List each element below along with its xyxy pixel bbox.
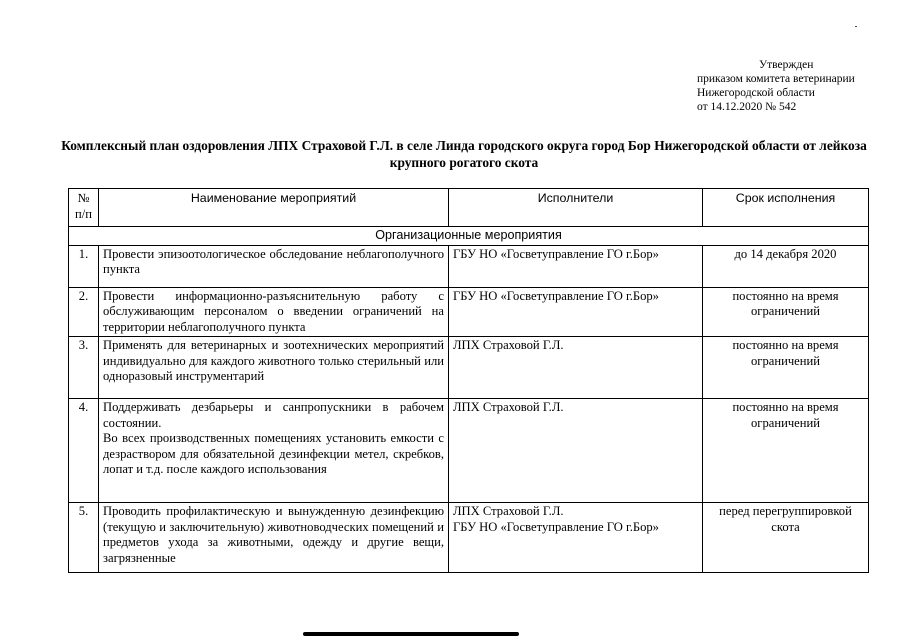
approval-title: Утвержден	[759, 59, 814, 71]
executor-name: ЛПХ Страховой Г.Л.	[453, 400, 564, 414]
row-activity	[99, 503, 449, 573]
row-executors	[449, 245, 703, 287]
plan-table-body	[69, 227, 869, 573]
row-deadline: перед перегруппировкой скота	[703, 503, 869, 573]
activity-paragraph: Во всех производственных помещениях установить емкости с дезраствором для обязательной дезинфекции метел, скребков, лопат и т.д. после каждого использования	[103, 431, 444, 476]
activity-paragraph: Поддерживать дезбарьеры и санпропускники в рабочем состоянии.	[103, 400, 444, 430]
row-number: 1.	[69, 245, 99, 287]
row-executors	[449, 287, 703, 337]
row-activity	[99, 337, 449, 399]
header-executors: Исполнители	[449, 189, 703, 227]
row-activity	[99, 245, 449, 287]
table-row	[69, 337, 869, 399]
table-row	[69, 245, 869, 287]
scan-artifact	[855, 26, 857, 27]
table-row	[69, 287, 869, 337]
executor-name: ЛПХ Страховой Г.Л.	[453, 504, 564, 518]
row-executors	[449, 337, 703, 399]
approval-line-region: Нижегородской области	[697, 87, 815, 99]
table-header-row	[69, 189, 869, 227]
section-row	[69, 227, 869, 246]
section-title: Организационные мероприятия	[69, 227, 869, 246]
row-executors	[449, 399, 703, 503]
row-deadline: постоянно на время ограничений	[703, 399, 869, 503]
header-num: № п/п	[69, 189, 99, 227]
row-deadline: постоянно на время ограничений	[703, 337, 869, 399]
table-row	[69, 503, 869, 573]
approval-stamp-block	[697, 58, 855, 114]
executor-name: ГБУ НО «Госветуправление ГО г.Бор»	[453, 246, 659, 261]
row-number: 5.	[69, 503, 99, 573]
approval-line-date: от 14.12.2020 № 542	[697, 101, 797, 113]
row-executors	[449, 503, 703, 573]
activity-paragraph: Проводить профилактическую и вынужденную дезинфекцию (текущую и заключительную) животноводческих помещений и предметов ухода за животными, одежду и другие вещи, загрязненные	[103, 504, 444, 565]
row-activity	[99, 399, 449, 503]
executor-name: ГБУ НО «Госветуправление ГО г.Бор»	[453, 519, 659, 534]
row-deadline: постоянно на время ограничений	[703, 287, 869, 337]
row-number: 4.	[69, 399, 99, 503]
row-number: 3.	[69, 337, 99, 399]
row-activity	[99, 287, 449, 337]
plan-table	[68, 188, 869, 573]
table-row	[69, 399, 869, 503]
header-name: Наименование мероприятий	[99, 189, 449, 227]
activity-paragraph: Провести эпизоотологическое обследование неблагополучного пункта	[103, 246, 444, 276]
row-deadline: до 14 декабря 2020	[703, 245, 869, 287]
activity-paragraph: Применять для ветеринарных и зоотехнических мероприятий индивидуально для каждого животного только стерильный или одноразовый инструментарий	[103, 338, 444, 383]
bottom-scan-bar	[303, 632, 519, 636]
document-title: Комплексный план оздоровления ЛПХ Страховой Г.Л. в селе Линда городского округа город Бор Нижегородской области от лейкоза крупного рогатого скота	[61, 138, 867, 170]
row-number: 2.	[69, 287, 99, 337]
executor-name: ГБУ НО «Госветуправление ГО г.Бор»	[453, 288, 659, 303]
activity-paragraph: Провести информационно-разъяснительную работу с обслуживающим персоналом о введении ограничений на территории неблагополучного пункта	[103, 288, 444, 334]
header-deadline: Срок исполнения	[703, 189, 869, 227]
approval-line-order: приказом комитета ветеринарии	[697, 73, 855, 85]
executor-name: ЛПХ Страховой Г.Л.	[453, 338, 564, 352]
